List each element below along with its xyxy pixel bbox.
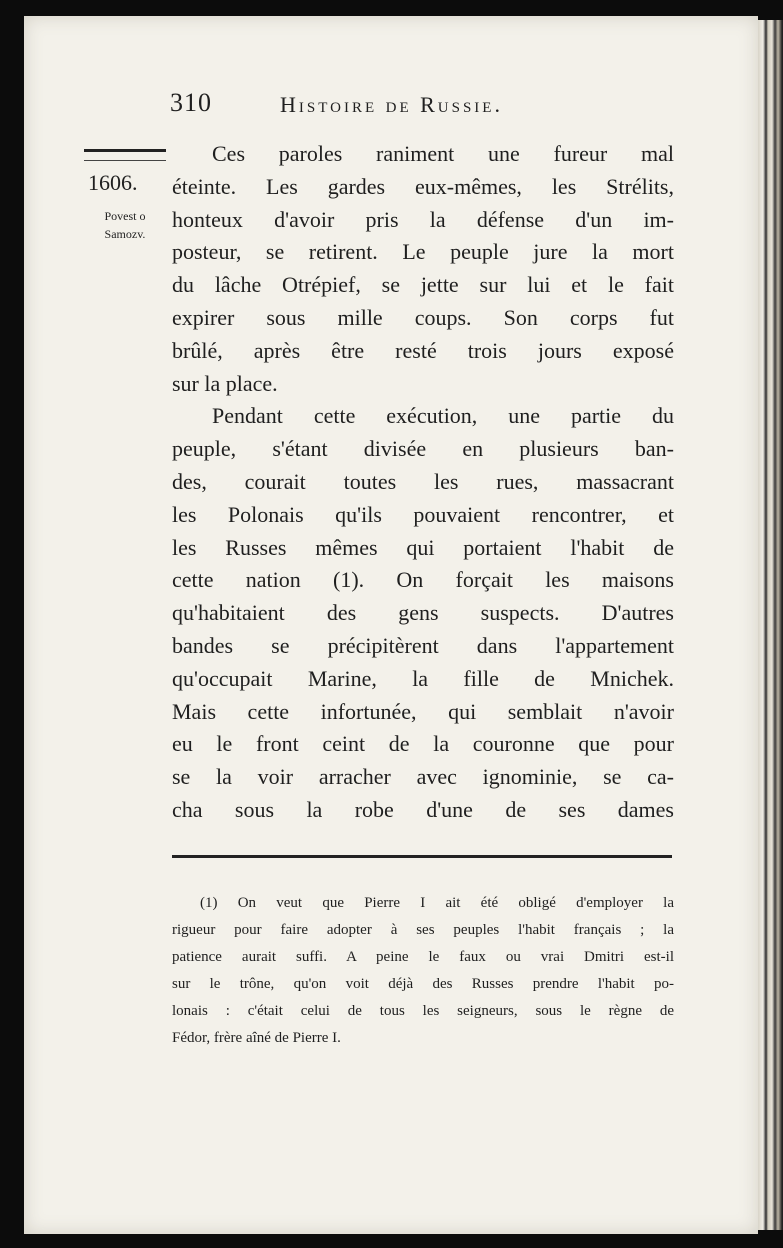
- text-line: éteinte. Les gardes eux-mêmes, les Strélits,: [172, 173, 674, 199]
- text-line: des, courait toutes les rues, massacrant: [172, 468, 674, 494]
- main-text: [172, 138, 674, 827]
- text-line: cha sous la robe d'une de ses dames: [172, 796, 674, 822]
- text-line: peuple, s'étant divisée en plusieurs ban-: [172, 436, 674, 462]
- footnote-line: lonais : c'était celui de tous les seigneurs, sous le règne de: [172, 1003, 674, 1019]
- running-head: Histoire de Russie.: [280, 92, 503, 117]
- text-line: les Polonais qu'ils pouvaient rencontrer, et: [172, 501, 674, 527]
- page-header: [170, 88, 690, 124]
- margin-ornament-rule: [84, 149, 166, 161]
- book-page-edges: [758, 20, 783, 1230]
- text-line: expirer sous mille coups. Son corps fut: [172, 304, 674, 330]
- text-line: du lâche Otrépief, se jette sur lui et le fait: [172, 272, 674, 298]
- text-line: honteux d'avoir pris la défense d'un im-: [172, 206, 674, 232]
- text-line: se la voir arracher avec ignominie, se ca-: [172, 764, 674, 790]
- footnote: [172, 890, 674, 1052]
- text-line: Mais cette infortunée, qui semblait n'avoir: [172, 698, 674, 724]
- footnote-separator: [172, 855, 672, 858]
- text-line: bandes se précipitèrent dans l'appartement: [172, 632, 674, 658]
- text-line: Pendant cette exécution, une partie du: [212, 403, 674, 429]
- text-line: qu'occupait Marine, la fille de Mnichek.: [172, 665, 674, 691]
- text-line: cette nation (1). On forçait les maisons: [172, 567, 674, 593]
- footnote-line: patience aurait suffi. A peine le faux ou vrai Dmitri est-il: [172, 949, 674, 965]
- text-line: eu le front ceint de la couronne que pour: [172, 731, 674, 757]
- text-line: les Russes mêmes qui portaient l'habit de: [172, 534, 674, 560]
- footnote-line: sur le trône, qu'on voit déjà des Russes prendre l'habit po-: [172, 976, 674, 992]
- text-line: Ces paroles raniment une fureur mal: [212, 141, 674, 166]
- margin-date: 1606.: [88, 170, 138, 195]
- page-number: 310: [170, 88, 212, 117]
- text-line: sur la place.: [172, 370, 278, 396]
- footnote-line: Fédor, frère aîné de Pierre I.: [172, 1030, 341, 1046]
- footnote-line: rigueur pour faire adopter à ses peuples l'habit français ; la: [172, 922, 674, 938]
- footnote-line: (1) On veut que Pierre I ait été obligé d'employer la: [200, 895, 674, 911]
- text-line: brûlé, après être resté trois jours exposé: [172, 337, 674, 363]
- margin-source-note: Povest o Samozv.: [104, 209, 146, 241]
- text-line: posteur, se retirent. Le peuple jure la mort: [172, 239, 674, 265]
- text-line: qu'habitaient des gens suspects. D'autres: [172, 600, 674, 626]
